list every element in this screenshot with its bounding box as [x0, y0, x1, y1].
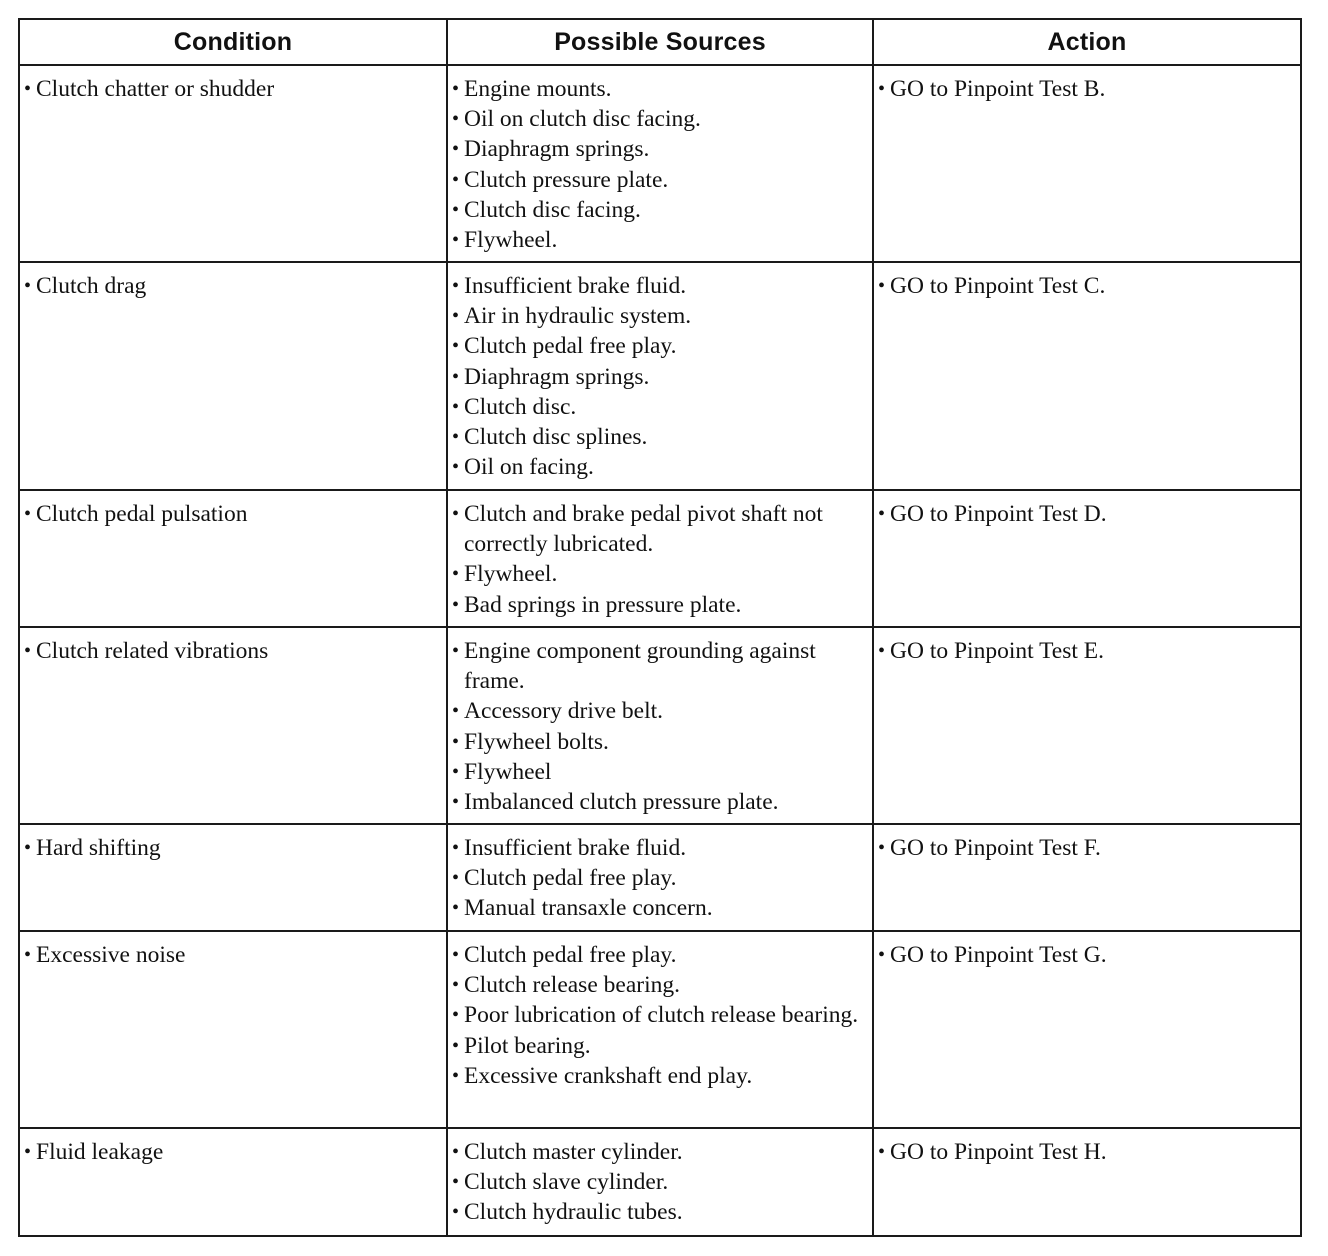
table-row [19, 824, 1301, 931]
source-item: • Clutch and brake pedal pivot shaft not correctly lubricated. [452, 499, 866, 559]
condition-cell [19, 824, 447, 931]
action-cell [873, 931, 1301, 1128]
action-text: • GO to Pinpoint Test D. [878, 499, 1294, 529]
source-item: • Flywheel bolts. [452, 727, 866, 757]
source-item: • Oil on facing. [452, 452, 866, 482]
action-text: • GO to Pinpoint Test B. [878, 74, 1294, 104]
table-row [19, 1128, 1301, 1236]
action-cell [873, 824, 1301, 931]
source-item: • Clutch slave cylinder. [452, 1167, 866, 1197]
sources-cell [447, 627, 873, 824]
source-item: • Diaphragm springs. [452, 134, 866, 164]
source-item: • Accessory drive belt. [452, 696, 866, 726]
source-item: • Imbalanced clutch pressure plate. [452, 787, 866, 817]
table-row [19, 65, 1301, 262]
sources-cell [447, 490, 873, 627]
header-action: Action [873, 19, 1301, 65]
table-row [19, 627, 1301, 824]
sources-cell [447, 824, 873, 931]
sources-cell [447, 262, 873, 490]
source-item: • Insufficient brake fluid. [452, 271, 866, 301]
action-cell [873, 1128, 1301, 1236]
condition-cell [19, 490, 447, 627]
source-item: • Flywheel. [452, 559, 866, 589]
condition-text: • Fluid leakage [24, 1137, 440, 1167]
condition-text: • Hard shifting [24, 833, 440, 863]
action-cell [873, 262, 1301, 490]
header-condition: Condition [19, 19, 447, 65]
action-text: • GO to Pinpoint Test C. [878, 271, 1294, 301]
clutch-diagnosis-table [18, 18, 1302, 1237]
condition-cell [19, 931, 447, 1128]
source-item: • Poor lubrication of clutch release bearing. [452, 1000, 866, 1030]
source-item: • Clutch pedal free play. [452, 863, 866, 893]
diagnosis-table-container [18, 18, 1300, 1236]
header-row [19, 19, 1301, 65]
source-item: • Clutch hydraulic tubes. [452, 1197, 866, 1227]
source-item: • Diaphragm springs. [452, 362, 866, 392]
condition-cell [19, 1128, 447, 1236]
sources-cell [447, 1128, 873, 1236]
source-item: • Flywheel. [452, 225, 866, 255]
condition-cell [19, 627, 447, 824]
source-item: • Bad springs in pressure plate. [452, 590, 866, 620]
condition-text: • Excessive noise [24, 940, 440, 970]
source-item: • Clutch master cylinder. [452, 1137, 866, 1167]
condition-text: • Clutch drag [24, 271, 440, 301]
source-item: • Pilot bearing. [452, 1031, 866, 1061]
action-text: • GO to Pinpoint Test F. [878, 833, 1294, 863]
source-item: • Engine component grounding against frame. [452, 636, 866, 696]
action-text: • GO to Pinpoint Test G. [878, 940, 1294, 970]
condition-text: • Clutch chatter or shudder [24, 74, 440, 104]
condition-cell [19, 65, 447, 262]
source-item: • Clutch pedal free play. [452, 331, 866, 361]
source-item: • Engine mounts. [452, 74, 866, 104]
action-cell [873, 65, 1301, 262]
source-item: • Clutch pedal free play. [452, 940, 866, 970]
source-item: • Clutch disc facing. [452, 195, 866, 225]
source-item: • Clutch release bearing. [452, 970, 866, 1000]
header-possible-sources: Possible Sources [447, 19, 873, 65]
condition-text: • Clutch pedal pulsation [24, 499, 440, 529]
source-item: • Flywheel [452, 757, 866, 787]
sources-cell [447, 931, 873, 1128]
table-row [19, 262, 1301, 490]
table-row [19, 490, 1301, 627]
action-text: • GO to Pinpoint Test E. [878, 636, 1294, 666]
source-item: • Oil on clutch disc facing. [452, 104, 866, 134]
source-item: • Insufficient brake fluid. [452, 833, 866, 863]
source-item: • Air in hydraulic system. [452, 301, 866, 331]
condition-cell [19, 262, 447, 490]
action-text: • GO to Pinpoint Test H. [878, 1137, 1294, 1167]
source-item: • Clutch disc. [452, 392, 866, 422]
action-cell [873, 627, 1301, 824]
table-row [19, 931, 1301, 1128]
sources-cell [447, 65, 873, 262]
condition-text: • Clutch related vibrations [24, 636, 440, 666]
source-item: • Manual transaxle concern. [452, 893, 866, 923]
action-cell [873, 490, 1301, 627]
source-item: • Clutch pressure plate. [452, 165, 866, 195]
source-item: • Excessive crankshaft end play. [452, 1061, 866, 1091]
source-item: • Clutch disc splines. [452, 422, 866, 452]
